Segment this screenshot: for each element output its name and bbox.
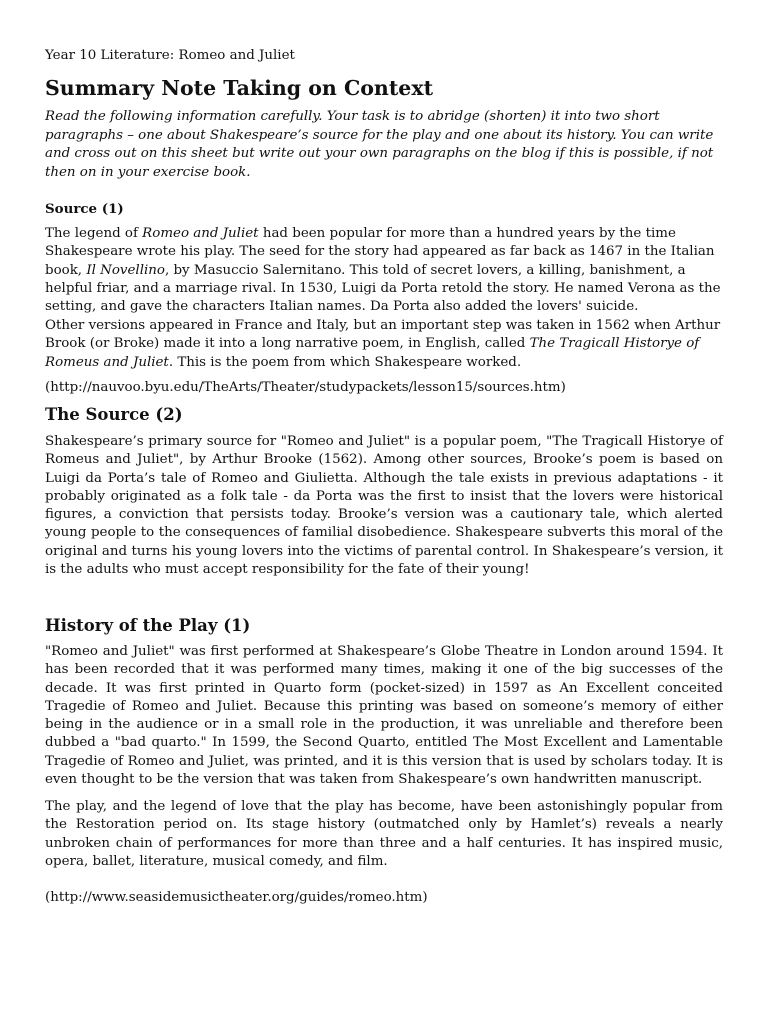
source1-paragraph-1: The legend of Romeo and Juliet had been popular for more than a hundred years by the time Shakespeare wrote his play. The seed for the story had appeared as far back as 1467 in the Italian book, Il Novellino, by Masuccio Salernitano. This told of secret lovers, a killing, banishment, a helpful friar, and a marriage rival. In 1530, Luigi da Porta retold the story. He named Verona as the setting, and gave the characters Italian names. Da Porta also added the lovers' suicide. [45,226,721,315]
history1-paragraph-2: The play, and the legend of love that the play has become, have been astonishingly popular from the Restoration period on. Its stage history (outmatched only by Hamlet’s) reveals a nearly unbroken chain of performances for more than three and a half centuries. It has inspired music, opera, ballet, literature, musical comedy, and film. [45,799,723,869]
history1-heading: History of the Play (1) [45,616,251,635]
source2-heading: The Source (2) [45,405,183,424]
history1-paragraph-1: "Romeo and Juliet" was first performed at Shakespeare’s Globe Theatre in London around 1594. It has been recorded that it was performed many times, making it one of the big successes of the decade. It was first printed in Quarto form (pocket-sized) in 1597 as An Excellent conceited Tragedie of Romeo and Juliet. Because this printing was based on someone’s memory of either being in the audience or in a small role in the production, it was unreliable and therefore been dubbed a "bad quarto." In 1599, the Second Quarto, entitled The Most Excellent and Lamentable Tragedie of Romeo and Juliet, was printed, and it is this version that is used by scholars today. It is even thought to be the version that was taken from Shakespeare’s own handwritten manuscript. [45,644,723,788]
source1-url: (http://nauvoo.byu.edu/TheArts/Theater/studypackets/lesson15/sources.htm) [45,380,566,395]
book-title-italic: Il Novellino [86,262,165,278]
course-label: Year 10 Literature: Romeo and Juliet [45,48,295,63]
poem-title-italic: The Tragicall Historye of Romeus and Juliet [45,336,700,370]
history1-url: (http://www.seasidemusictheater.org/guides/romeo.htm) [45,890,428,905]
page-title: Summary Note Taking on Context [45,76,434,100]
source2-paragraph: Shakespeare’s primary source for "Romeo and Juliet" is a popular poem, "The Tragicall Historye of Romeus and Juliet", by Arthur Brooke (1562). Among other sources, Brooke’s poem is based on Luigi da Porta’s tale of Romeo and Giulietta. Although the tale exists in previous adaptations - it probably originated as a folk tale - da Porta was the first to insist that the lovers were historical figures, a conviction that persists today. Brooke’s version was a cautionary tale, which alerted young people to the consequences of familial disobedience. Shakespeare subverts this moral of the original and turns his young lovers into the victims of parental control. In Shakespeare’s version, it is the adults who must accept responsibility for the fate of their young! [45,434,723,578]
play-title-italic: Romeo and Juliet [142,226,259,241]
source1-paragraph-2: Other versions appeared in France and Italy, but an important step was taken in 1562 when Arthur Brook (or Broke) made it into a long narrative poem, in English, called The Tragicall Historye of Romeus and Juliet. This is the poem from which Shakespeare worked. [45,318,721,370]
source1-heading: Source (1) [45,201,124,217]
instructions-paragraph: Read the following information carefully. Your task is to abridge (shorten) it into two short paragraphs – one about Shakespeare’s source for the play and one about its history. You can write and cross out on this sheet but write out your own paragraphs on the blog if this is possible, if not then on in your exercise book. [45,109,714,180]
